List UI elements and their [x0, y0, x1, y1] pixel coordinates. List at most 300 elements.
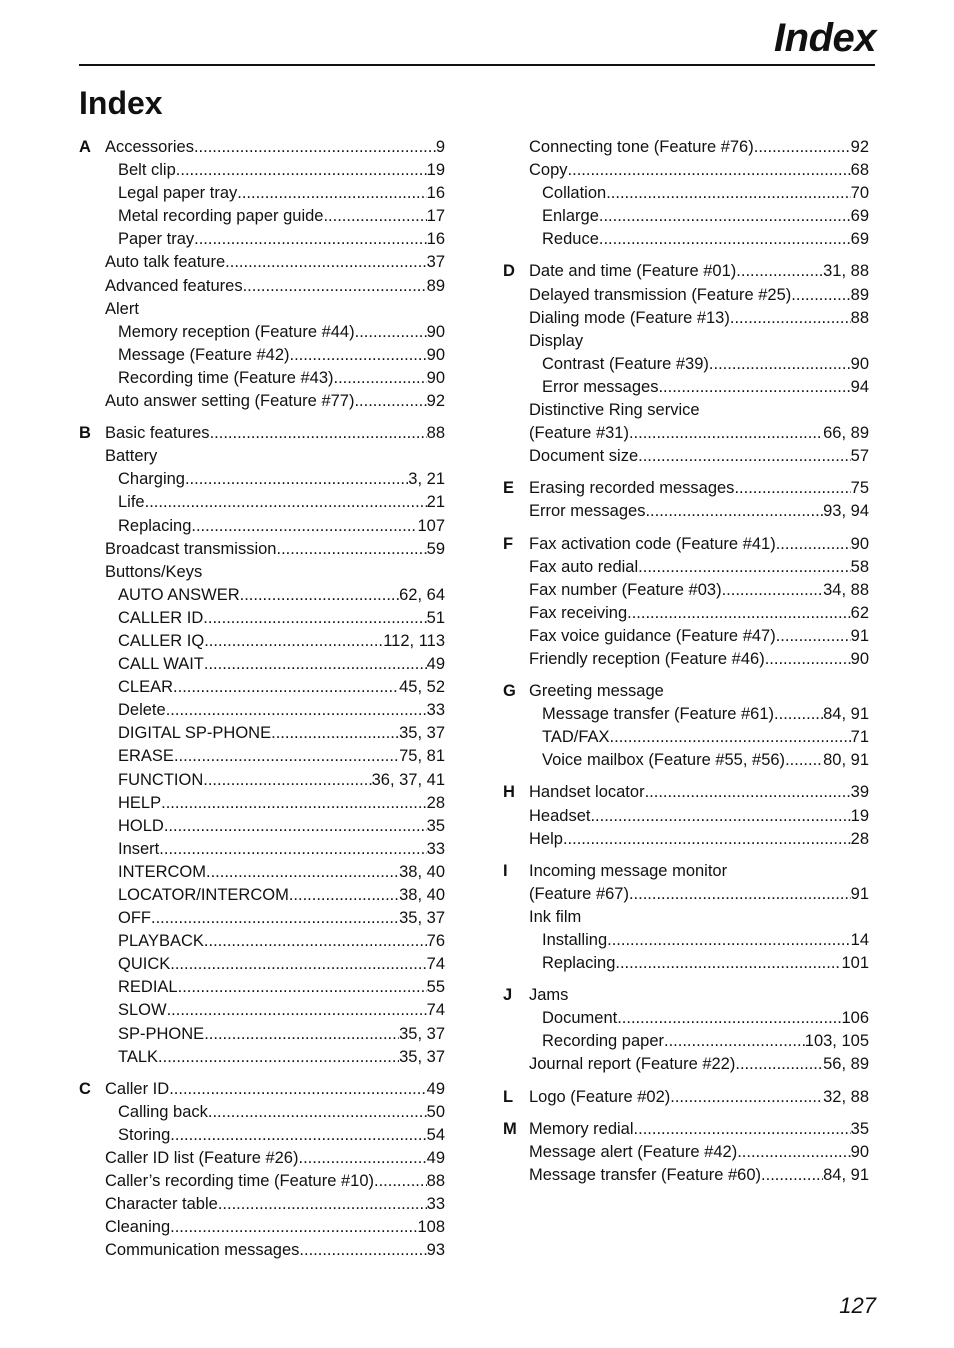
dot-leader — [645, 500, 823, 523]
index-entry — [105, 953, 445, 976]
entry-term: PLAYBACK — [118, 932, 204, 951]
dot-leader — [208, 1101, 427, 1124]
dot-leader — [204, 1023, 399, 1046]
dot-leader — [737, 1141, 850, 1164]
index-entry — [529, 307, 869, 330]
entry-term: Caller ID — [105, 1079, 170, 1098]
index-entry — [105, 722, 445, 745]
entry-term: ERASE — [118, 747, 174, 766]
dot-leader — [599, 228, 851, 251]
index-entry — [105, 491, 445, 514]
index-entry — [105, 1216, 445, 1239]
dot-leader — [658, 376, 850, 399]
section-letter: B — [79, 424, 91, 443]
entry-term: TALK — [118, 1047, 159, 1066]
dot-leader — [159, 838, 426, 861]
dot-leader — [243, 275, 427, 298]
entry-term: Voice mailbox (Feature #55, #56) — [542, 751, 786, 770]
entry-term: CALLER ID — [118, 608, 204, 627]
entry-term: (Feature #67) — [529, 884, 629, 903]
entry-term: SLOW — [118, 1001, 167, 1020]
entry-term: REDIAL — [118, 978, 178, 997]
entry-term: Calling back — [118, 1102, 208, 1121]
index-entry — [529, 1141, 869, 1164]
entry-pages: 69 — [850, 207, 869, 226]
entry-pages: 76 — [426, 932, 445, 951]
entry-term: Date and time (Feature #01) — [529, 262, 737, 281]
dot-leader — [734, 477, 850, 500]
index-entry — [105, 468, 445, 491]
dot-leader — [785, 749, 823, 772]
dot-leader — [161, 792, 427, 815]
entry-pages: 69 — [850, 230, 869, 249]
entry-term: Delayed transmission (Feature #25) — [529, 285, 792, 304]
entry-pages: 51 — [426, 608, 445, 627]
entry-pages: 93 — [426, 1241, 445, 1260]
dot-leader — [629, 883, 851, 906]
dot-leader — [191, 515, 417, 538]
dot-leader — [599, 205, 851, 228]
index-entry — [105, 561, 445, 584]
entry-pages: 33 — [426, 839, 445, 858]
index-entry — [529, 929, 869, 952]
dot-leader — [761, 1164, 823, 1187]
entry-pages: 92 — [850, 138, 869, 156]
entry-term: CALLER IQ — [118, 631, 205, 650]
entry-term: Ink film — [529, 907, 582, 926]
index-entry — [105, 815, 445, 838]
index-entry — [105, 861, 445, 884]
index-entry — [105, 205, 445, 228]
entry-term: Basic features — [105, 424, 210, 443]
entry-term: Recording time (Feature #43) — [118, 368, 334, 387]
entry-term: Greeting message — [529, 682, 664, 701]
entry-pages: 89 — [850, 285, 869, 304]
index-entry — [529, 533, 869, 556]
index-entry — [529, 625, 869, 648]
entry-term: Caller’s recording time (Feature #10) — [105, 1172, 375, 1191]
entry-pages: 108 — [417, 1218, 445, 1237]
dot-leader — [185, 468, 408, 491]
entry-pages: 35, 37 — [399, 909, 445, 928]
entry-pages: 57 — [850, 447, 869, 466]
dot-leader — [634, 1118, 851, 1141]
dot-leader — [374, 1170, 427, 1193]
index-entry — [105, 907, 445, 930]
index-entry — [529, 399, 869, 422]
entry-pages: 35, 37 — [399, 1047, 445, 1066]
dot-leader — [176, 159, 427, 182]
entry-pages: 54 — [426, 1125, 445, 1144]
dot-leader — [590, 805, 850, 828]
entry-term: Memory reception (Feature #44) — [118, 322, 355, 341]
index-entry — [105, 1170, 445, 1193]
index-entry — [529, 228, 869, 251]
entry-term: Fax activation code (Feature #41) — [529, 534, 776, 553]
section-letter: A — [79, 138, 91, 156]
index-entry — [105, 838, 445, 861]
entry-pages: 49 — [426, 655, 445, 674]
section-letter: C — [79, 1079, 91, 1098]
index-entry — [105, 445, 445, 468]
entry-pages: 92 — [426, 392, 445, 411]
entry-term: Contrast (Feature #39) — [542, 354, 709, 373]
dot-leader — [610, 726, 851, 749]
entry-pages: 90 — [850, 534, 869, 553]
entry-term: Battery — [105, 447, 158, 466]
dot-leader — [203, 607, 426, 630]
entry-term: Delete — [118, 701, 166, 720]
dot-leader — [169, 1078, 426, 1101]
entry-term: Broadcast transmission — [105, 539, 277, 558]
index-entry — [529, 1030, 869, 1053]
entry-term: Enlarge — [542, 207, 599, 226]
dot-leader — [334, 367, 427, 390]
dot-leader — [170, 1124, 426, 1147]
dot-leader — [158, 1046, 399, 1069]
entry-pages: 90 — [426, 368, 445, 387]
index-section — [79, 1078, 445, 1263]
dot-leader — [178, 976, 427, 999]
entry-term: Incoming message monitor — [529, 861, 728, 880]
dot-leader — [774, 703, 823, 726]
entry-term: Cleaning — [105, 1218, 171, 1237]
index-entry — [105, 515, 445, 538]
entry-term: DIGITAL SP-PHONE — [118, 724, 272, 743]
entry-pages: 94 — [850, 377, 869, 396]
entry-pages: 36, 37, 41 — [371, 770, 445, 789]
index-column-left — [79, 136, 445, 1272]
index-entry — [105, 976, 445, 999]
entry-term: CALL WAIT — [118, 655, 204, 674]
entry-term: Document — [542, 1009, 618, 1028]
entry-pages: 84, 91 — [823, 1165, 869, 1184]
index-entry — [529, 860, 869, 883]
index-entry — [529, 260, 869, 283]
index-entry — [105, 275, 445, 298]
section-letter: I — [503, 861, 508, 880]
entry-pages: 49 — [426, 1149, 445, 1168]
entry-pages: 35, 37 — [399, 1024, 445, 1043]
running-header-title: Index — [774, 16, 876, 60]
index-section — [503, 533, 869, 672]
entry-pages: 91 — [850, 884, 869, 903]
entry-term: Connecting tone (Feature #76) — [529, 138, 754, 156]
index-entry — [529, 182, 869, 205]
entry-term: CLEAR — [118, 678, 174, 697]
dot-leader — [203, 769, 371, 792]
entry-pages: 91 — [850, 626, 869, 645]
entry-pages: 37 — [426, 253, 445, 272]
entry-pages: 90 — [426, 345, 445, 364]
dot-leader — [174, 745, 399, 768]
entry-pages: 90 — [850, 1142, 869, 1161]
entry-pages: 90 — [850, 649, 869, 668]
entry-pages: 34, 88 — [823, 580, 869, 599]
entry-pages: 66, 89 — [823, 424, 869, 443]
index-section — [79, 136, 445, 413]
dot-leader — [194, 136, 436, 159]
index-entry — [529, 1086, 869, 1109]
entry-term: Storing — [118, 1125, 171, 1144]
index-entry — [105, 1193, 445, 1216]
header-rule — [79, 64, 875, 66]
index-entry — [105, 630, 445, 653]
entry-pages: 75, 81 — [399, 747, 445, 766]
dot-leader — [218, 1193, 427, 1216]
entry-term: Memory redial — [529, 1119, 634, 1138]
index-entry — [529, 648, 869, 671]
entry-term: Collation — [542, 184, 607, 203]
entry-pages: 55 — [426, 978, 445, 997]
entry-pages: 3, 21 — [408, 470, 445, 489]
entry-term: Accessories — [105, 138, 194, 156]
dot-leader — [617, 1007, 841, 1030]
index-entry — [529, 500, 869, 523]
entry-pages: 33 — [426, 1195, 445, 1214]
entry-pages: 9 — [435, 138, 445, 156]
dot-leader — [709, 353, 851, 376]
index-entry — [105, 1078, 445, 1101]
index-entry — [529, 781, 869, 804]
index-entry — [529, 883, 869, 906]
index-entry — [529, 1164, 869, 1187]
entry-term: QUICK — [118, 955, 171, 974]
dot-leader — [791, 284, 850, 307]
entry-pages: 107 — [417, 516, 445, 535]
dot-leader — [170, 1216, 417, 1239]
entry-pages: 101 — [841, 954, 869, 973]
entry-term: Auto talk feature — [105, 253, 226, 272]
entry-pages: 38, 40 — [399, 862, 445, 881]
index-entry — [105, 228, 445, 251]
index-entry — [529, 1053, 869, 1076]
index-entry — [529, 726, 869, 749]
dot-leader — [765, 648, 851, 671]
entry-term: Belt clip — [118, 161, 176, 180]
entry-term: TAD/FAX — [542, 728, 610, 747]
dot-leader — [629, 422, 823, 445]
entry-term: Dialing mode (Feature #13) — [529, 308, 730, 327]
entry-term: Caller ID list (Feature #26) — [105, 1149, 299, 1168]
dot-leader — [170, 953, 426, 976]
index-entry — [105, 999, 445, 1022]
index-entry — [105, 607, 445, 630]
index-entry — [105, 930, 445, 953]
entry-pages: 89 — [426, 276, 445, 295]
entry-pages: 45, 52 — [399, 678, 445, 697]
index-entry — [105, 321, 445, 344]
dot-leader — [323, 205, 426, 228]
dot-leader — [240, 584, 399, 607]
index-entry — [105, 159, 445, 182]
index-section — [503, 984, 869, 1076]
entry-term: Fax number (Feature #03) — [529, 580, 722, 599]
entry-pages: 16 — [426, 230, 445, 249]
entry-pages: 19 — [426, 161, 445, 180]
index-entry — [105, 367, 445, 390]
dot-leader — [645, 781, 851, 804]
index-entry — [105, 422, 445, 445]
entry-pages: 70 — [850, 184, 869, 203]
index-section — [503, 781, 869, 850]
index-entry — [105, 584, 445, 607]
index-entry — [529, 556, 869, 579]
entry-term: Message transfer (Feature #60) — [529, 1165, 762, 1184]
entry-pages: 56, 89 — [823, 1055, 869, 1074]
index-entry — [105, 653, 445, 676]
section-letter: F — [503, 534, 514, 553]
dot-leader — [237, 182, 426, 205]
section-letter: M — [503, 1119, 517, 1138]
entry-term: Communication messages — [105, 1241, 300, 1260]
dot-leader — [563, 828, 851, 851]
entry-term: Logo (Feature #02) — [529, 1087, 671, 1106]
entry-term: Handset locator — [529, 783, 645, 802]
dot-leader — [638, 445, 851, 468]
section-letter: H — [503, 783, 515, 802]
entry-term: Document size — [529, 447, 639, 466]
entry-pages: 59 — [426, 539, 445, 558]
entry-term: Fax auto redial — [529, 557, 639, 576]
entry-term: Fax voice guidance (Feature #47) — [529, 626, 776, 645]
entry-pages: 28 — [850, 829, 869, 848]
index-entry — [105, 1147, 445, 1170]
index-entry — [529, 1118, 869, 1141]
dot-leader — [354, 390, 426, 413]
index-entry — [529, 703, 869, 726]
index-section — [503, 477, 869, 523]
dot-leader — [225, 251, 426, 274]
index-entry — [529, 136, 869, 159]
dot-leader — [298, 1147, 426, 1170]
entry-term: (Feature #31) — [529, 424, 629, 443]
index-entry — [105, 390, 445, 413]
dot-leader — [627, 602, 851, 625]
index-entry — [529, 680, 869, 703]
entry-term: Message transfer (Feature #61) — [542, 705, 775, 724]
dot-leader — [151, 907, 399, 930]
index-entry — [105, 1046, 445, 1069]
dot-leader — [290, 344, 427, 367]
entry-pages: 35 — [850, 1119, 869, 1138]
dot-leader — [736, 260, 823, 283]
entry-term: HOLD — [118, 816, 164, 835]
entry-term: SP-PHONE — [118, 1024, 205, 1043]
dot-leader — [145, 491, 427, 514]
page-title: Index — [79, 85, 163, 121]
index-section — [503, 136, 869, 251]
entry-pages: 62 — [850, 603, 869, 622]
dot-leader — [776, 625, 851, 648]
section-letter: J — [503, 986, 513, 1005]
dot-leader — [277, 538, 427, 561]
index-entry — [105, 298, 445, 321]
index-entry — [105, 251, 445, 274]
index-section — [503, 260, 869, 468]
dot-leader — [722, 579, 824, 602]
index-section — [79, 422, 445, 1069]
entry-term: Fax receiving — [529, 603, 628, 622]
dot-leader — [289, 884, 399, 907]
index-column-right — [503, 136, 869, 1196]
entry-term: Replacing — [118, 516, 192, 535]
index-entry — [105, 1023, 445, 1046]
entry-term: Legal paper tray — [118, 184, 238, 203]
entry-term: Erasing recorded messages — [529, 479, 735, 498]
entry-term: Installing — [542, 931, 608, 949]
dot-leader — [164, 815, 427, 838]
entry-term: Replacing — [542, 954, 616, 973]
entry-term: Headset — [529, 806, 591, 825]
entry-term: Error messages — [542, 377, 659, 396]
dot-leader — [606, 182, 850, 205]
entry-term: Life — [118, 493, 145, 512]
entry-pages: 88 — [850, 308, 869, 327]
entry-term: Help — [529, 829, 563, 848]
index-entry — [105, 344, 445, 367]
index-entry — [529, 828, 869, 851]
index-entry — [529, 205, 869, 228]
entry-pages: 84, 91 — [823, 705, 869, 724]
dot-leader — [735, 1053, 823, 1076]
dot-leader — [204, 930, 427, 953]
dot-leader — [166, 699, 427, 722]
index-entry — [105, 792, 445, 815]
page-number: 127 — [839, 1293, 876, 1318]
index-entry — [529, 159, 869, 182]
entry-pages: 19 — [850, 806, 869, 825]
entry-pages: 93, 94 — [823, 502, 869, 521]
index-entry — [529, 749, 869, 772]
entry-term: Charging — [118, 470, 185, 489]
dot-leader — [204, 653, 427, 676]
dot-leader — [776, 533, 851, 556]
index-section — [503, 680, 869, 772]
dot-leader — [206, 861, 399, 884]
index-entry — [105, 538, 445, 561]
entry-pages: 68 — [850, 161, 869, 180]
entry-pages: 58 — [850, 557, 869, 576]
entry-pages: 49 — [426, 1079, 445, 1098]
entry-pages: 74 — [426, 955, 445, 974]
entry-pages: 33 — [426, 701, 445, 720]
entry-term: Distinctive Ring service — [529, 401, 700, 420]
dot-leader — [194, 228, 427, 251]
index-entry — [529, 952, 869, 975]
section-letter: E — [503, 479, 515, 498]
entry-pages: 71 — [850, 728, 869, 747]
index-entry — [529, 477, 869, 500]
entry-pages: 32, 88 — [823, 1087, 869, 1106]
entry-pages: 112, 113 — [383, 631, 445, 650]
entry-term: Reduce — [542, 230, 599, 249]
dot-leader — [167, 999, 427, 1022]
entry-term: Message (Feature #42) — [118, 345, 290, 364]
entry-term: HELP — [118, 793, 162, 812]
entry-term: Friendly reception (Feature #46) — [529, 649, 765, 668]
entry-pages: 31, 88 — [823, 262, 869, 281]
index-entry — [105, 1239, 445, 1262]
dot-leader — [638, 556, 850, 579]
dot-leader — [299, 1239, 426, 1262]
index-entry — [529, 445, 869, 468]
index-entry — [529, 330, 869, 353]
entry-pages: 35, 37 — [399, 724, 445, 743]
dot-leader — [607, 929, 851, 952]
index-section — [503, 1118, 869, 1187]
dot-leader — [615, 952, 841, 975]
